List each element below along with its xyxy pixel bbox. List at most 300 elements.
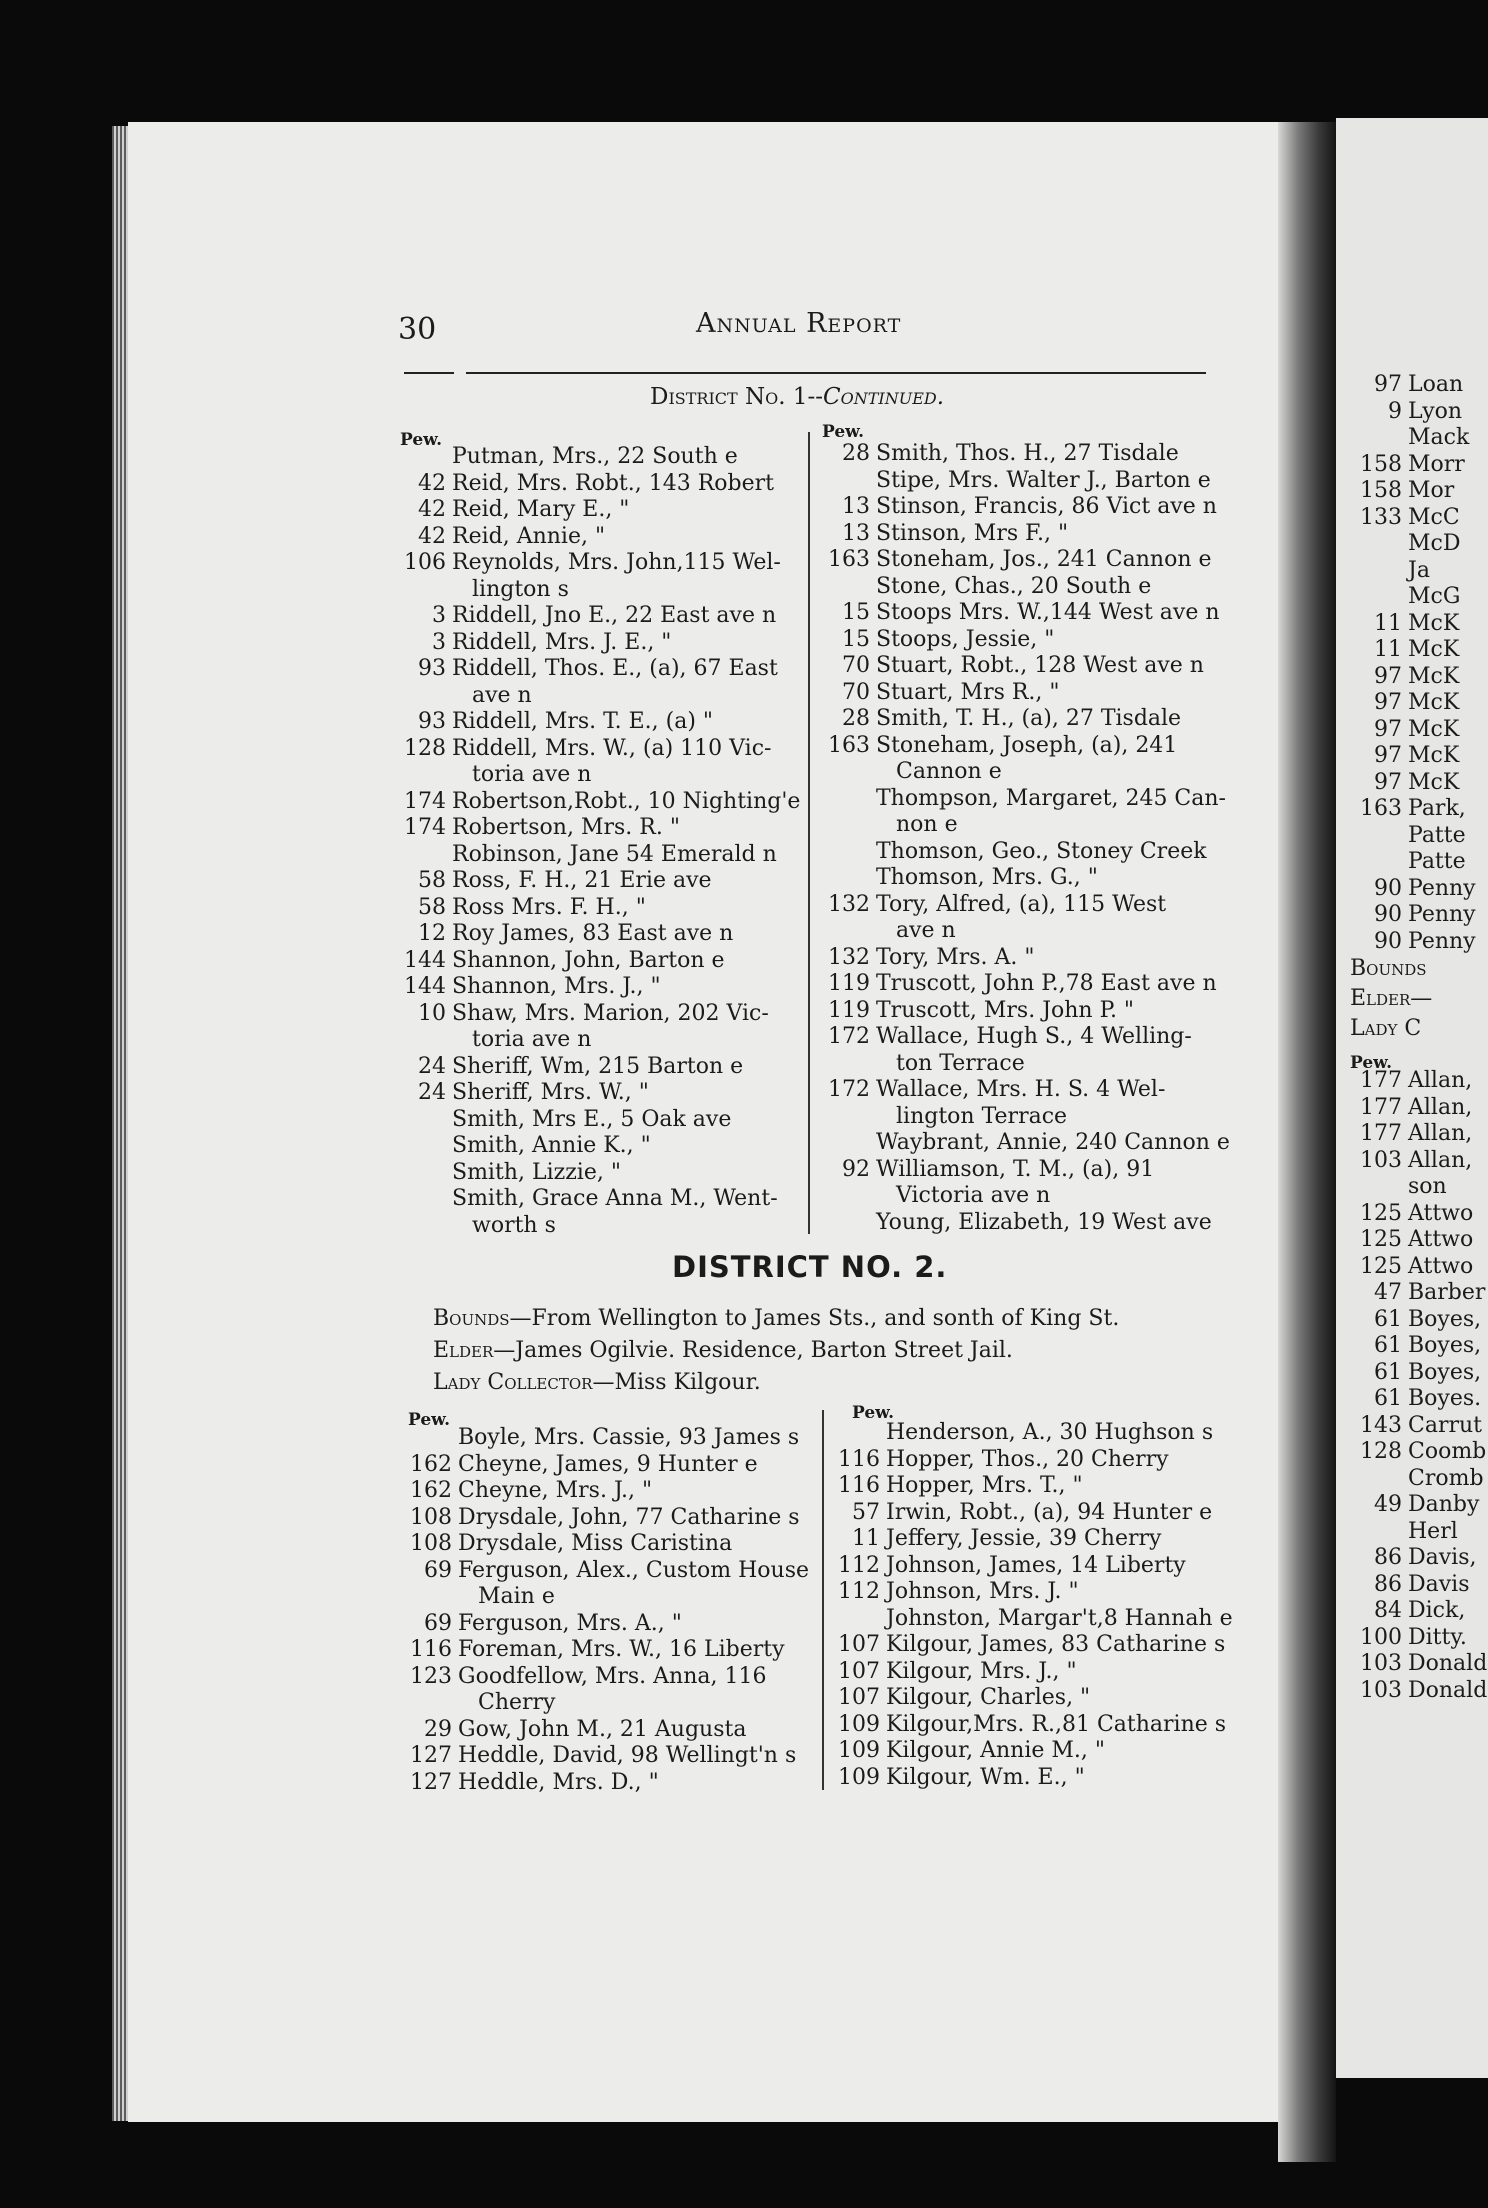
right-page-item <box>1350 902 1476 929</box>
pew-number: 107 <box>838 1685 880 1710</box>
member-entry: Henderson, A., 30 Hughson s <box>886 1420 1214 1445</box>
list-item <box>876 786 1230 813</box>
member-entry: McK <box>1408 663 1460 689</box>
list-item <box>838 1658 1233 1686</box>
member-entry: Boyes, <box>1408 1333 1482 1358</box>
pew-number: 90 <box>1374 875 1402 901</box>
right-page-item <box>1350 1519 1487 1546</box>
member-entry: Allan, <box>1408 1121 1473 1146</box>
pew-number: 61 <box>1374 1386 1402 1411</box>
member-entry: Kilgour, James, 83 Catharine s <box>886 1632 1226 1657</box>
right-page-item <box>1350 1651 1487 1678</box>
list-item <box>842 600 1230 627</box>
member-entry: Thompson, Margaret, 245 Can- <box>876 785 1226 811</box>
right-page-bottom-list <box>1350 1068 1487 1704</box>
member-entry: Kilgour, Charles, " <box>886 1685 1091 1710</box>
right-page-item <box>1350 1466 1487 1493</box>
list-item <box>432 629 800 657</box>
member-entry: Davis, <box>1408 1545 1477 1570</box>
member-entry: Stoneham, Jos., 241 Cannon e <box>876 547 1212 572</box>
member-entry: Attwo <box>1408 1200 1474 1226</box>
member-entry: Sheriff, Wm, 215 Barton e <box>452 1053 744 1079</box>
member-entry: lington s <box>472 576 569 602</box>
right-page-item <box>1350 372 1476 399</box>
pew-number: 177 <box>1360 1121 1402 1146</box>
pew-number: 97 <box>1374 743 1402 768</box>
member-entry: McC <box>1408 504 1460 530</box>
right-page-item <box>1350 1121 1487 1148</box>
district-subtitle <box>650 384 944 410</box>
district2-heading: DISTRICT NO. 2. <box>672 1250 948 1284</box>
pew-number: 116 <box>410 1637 452 1662</box>
pew-number: 177 <box>1360 1068 1402 1093</box>
member-entry: Boyes. <box>1408 1386 1482 1411</box>
pew-number: 13 <box>842 520 870 546</box>
pew-number: 69 <box>424 1610 452 1636</box>
member-entry: Donald <box>1408 1677 1488 1703</box>
member-entry: Robertson, Mrs. R. " <box>452 815 680 840</box>
district-subtitle-continued: Continued. <box>823 384 945 410</box>
right-page-item <box>1350 425 1476 452</box>
right-page-item <box>1350 1413 1487 1440</box>
member-entry: Allan, <box>1408 1147 1473 1173</box>
right-page-item <box>1350 743 1476 770</box>
member-entry: worth s <box>472 1212 556 1238</box>
member-entry: Riddell, Mrs. W., (a) 110 Vic- <box>452 735 772 761</box>
list-item <box>452 444 800 471</box>
list-item <box>886 1606 1233 1633</box>
district1-left-column <box>404 444 801 1239</box>
member-entry: Kilgour, Annie M., " <box>886 1738 1105 1763</box>
right-page-item <box>1350 664 1476 691</box>
member-entry: Putman, Mrs., 22 South e <box>452 444 738 469</box>
list-item <box>458 1425 809 1452</box>
member-entry: Smith, Annie K., " <box>452 1133 651 1158</box>
pew-number: 103 <box>1360 1651 1402 1676</box>
right-page-item <box>1350 1227 1487 1254</box>
right-page-meta-line: Lady C <box>1350 1016 1422 1041</box>
district2-right-column <box>838 1420 1233 1791</box>
member-entry: Stuart, Mrs R., " <box>876 679 1060 705</box>
right-page-top-list <box>1350 372 1476 955</box>
member-entry: Boyes, <box>1408 1359 1482 1385</box>
right-page-item <box>1350 849 1476 876</box>
pew-number: 128 <box>404 735 446 761</box>
pew-number: 97 <box>1374 716 1402 742</box>
member-entry: Allan, <box>1408 1068 1473 1093</box>
member-entry: Hopper, Thos., 20 Cherry <box>886 1446 1169 1472</box>
pew-number: 112 <box>838 1552 880 1578</box>
list-item <box>876 865 1230 892</box>
list-item <box>404 550 800 577</box>
page-title: Annual Report <box>696 308 902 339</box>
list-item <box>828 997 1230 1025</box>
pew-number: 61 <box>1374 1359 1402 1385</box>
district2-elder <box>433 1338 1013 1363</box>
member-entry: Ferguson, Alex., Custom House <box>458 1557 810 1583</box>
right-page-item <box>1350 558 1476 585</box>
pew-number: 11 <box>852 1526 880 1551</box>
pew-number: 29 <box>424 1716 452 1742</box>
list-item <box>452 1107 800 1134</box>
pew-number: 93 <box>418 709 446 734</box>
member-entry: Kilgour,Mrs. R.,81 Catharine s <box>886 1711 1227 1737</box>
member-entry: Sheriff, Mrs. W., " <box>452 1080 649 1105</box>
member-entry: Goodfellow, Mrs. Anna, 116 <box>458 1663 767 1689</box>
list-item <box>852 1499 1233 1527</box>
list-item <box>452 842 800 869</box>
elder-text: —James Ogilvie. Residence, Barton Street Jail. <box>493 1338 1013 1363</box>
pew-number: 177 <box>1360 1094 1402 1120</box>
member-entry: Cannon e <box>896 759 1002 784</box>
member-entry: Barber <box>1408 1280 1486 1305</box>
member-entry: Reid, Mrs. Robt., 143 Robert <box>452 470 774 496</box>
pew-number: 106 <box>404 550 446 575</box>
member-entry: Reid, Mary E., " <box>452 497 630 522</box>
member-entry: Stoneham, Joseph, (a), 241 <box>876 732 1178 758</box>
list-item <box>842 1156 1230 1184</box>
pew-number: 128 <box>1360 1439 1402 1464</box>
list-item <box>410 1504 809 1532</box>
pew-number: 97 <box>1374 663 1402 689</box>
member-entry: Jeffery, Jessie, 39 Cherry <box>886 1526 1162 1551</box>
list-item <box>828 1024 1230 1051</box>
member-entry: Victoria ave n <box>896 1183 1051 1208</box>
list-item <box>404 735 800 763</box>
list-item <box>452 1133 800 1160</box>
list-item <box>838 1473 1233 1500</box>
right-page-item <box>1350 876 1476 903</box>
pew-number: 28 <box>842 441 870 466</box>
member-entry: Stipe, Mrs. Walter J., Barton e <box>876 467 1211 493</box>
pew-number: 86 <box>1374 1571 1402 1597</box>
member-entry: Stinson, Mrs F., " <box>876 520 1069 546</box>
member-entry: toria ave n <box>472 1027 592 1052</box>
member-entry: Thomson, Geo., Stoney Creek <box>876 838 1207 864</box>
list-item <box>838 1632 1233 1659</box>
member-entry: McK <box>1408 716 1460 742</box>
list-item <box>410 1769 809 1797</box>
member-entry: Thomson, Mrs. G., " <box>876 865 1098 890</box>
pew-number: 61 <box>1374 1333 1402 1358</box>
member-entry: lington Terrace <box>896 1103 1068 1129</box>
list-item <box>418 868 800 895</box>
member-entry: Attwo <box>1408 1227 1474 1252</box>
list-item <box>876 1051 1230 1078</box>
pew-number: 123 <box>410 1663 452 1689</box>
member-entry: toria ave n <box>472 762 592 787</box>
right-page-item <box>1350 531 1476 558</box>
pew-number: 61 <box>1374 1306 1402 1332</box>
list-item <box>876 574 1230 601</box>
list-item <box>852 1526 1233 1553</box>
list-item <box>886 1420 1233 1447</box>
member-entry: Johnston, Margar't,8 Hannah e <box>886 1605 1233 1631</box>
member-entry: Ditty. <box>1408 1624 1467 1650</box>
member-entry: Penny <box>1408 902 1476 927</box>
right-page-item <box>1350 1333 1487 1360</box>
list-item <box>458 1690 809 1717</box>
right-page-item <box>1350 1678 1487 1705</box>
list-item <box>404 947 800 975</box>
right-page-item <box>1350 1280 1487 1307</box>
member-entry: Ross, F. H., 21 Erie ave <box>452 868 712 893</box>
pew-number: 42 <box>418 523 446 549</box>
right-page-district-meta <box>1350 954 1432 1044</box>
pew-number: 163 <box>828 547 870 572</box>
page-number: 30 <box>398 312 437 347</box>
pew-number: 15 <box>842 600 870 625</box>
member-entry: Coomb <box>1408 1439 1487 1464</box>
pew-label: Pew. <box>408 1410 450 1430</box>
member-entry: Loan <box>1408 372 1464 397</box>
member-entry: Robertson,Robt., 10 Nighting'e <box>452 788 801 814</box>
pew-number: 144 <box>404 974 446 999</box>
pew-number: 116 <box>838 1473 880 1498</box>
pew-number: 174 <box>404 815 446 840</box>
pew-number: 3 <box>432 603 446 628</box>
member-entry: Cromb <box>1408 1465 1484 1491</box>
member-entry: Stuart, Robt., 128 West ave n <box>876 653 1204 678</box>
list-item <box>410 1531 809 1558</box>
right-page-pew-label: Pew. <box>1350 1053 1392 1073</box>
list-item <box>452 1027 800 1054</box>
list-item <box>876 1130 1230 1157</box>
list-item <box>418 497 800 524</box>
pew-number: 125 <box>1360 1227 1402 1252</box>
district1-right-column <box>828 441 1230 1236</box>
member-entry: Allan, <box>1408 1094 1473 1120</box>
member-entry: ave n <box>896 918 956 943</box>
member-entry: Boyle, Mrs. Cassie, 93 James s <box>458 1425 800 1450</box>
member-entry: Ja <box>1408 557 1430 583</box>
list-item <box>452 683 800 710</box>
pew-number: 47 <box>1374 1280 1402 1305</box>
list-item <box>842 706 1230 733</box>
right-page-item <box>1350 611 1476 638</box>
bounds-text: —From Wellington to James Sts., and sonth of King St. <box>509 1306 1120 1331</box>
right-page-item <box>1350 1598 1487 1625</box>
list-item <box>876 812 1230 839</box>
list-item <box>828 732 1230 760</box>
list-item <box>828 1077 1230 1104</box>
list-item <box>404 788 801 816</box>
pew-number: 9 <box>1388 398 1402 424</box>
member-entry: Lyon <box>1408 398 1463 424</box>
member-entry: Heddle, David, 98 Wellingt'n s <box>458 1743 797 1768</box>
member-entry: Riddell, Mrs. T. E., (a) " <box>452 709 714 734</box>
pew-number: 97 <box>1374 769 1402 795</box>
pew-number: 86 <box>1374 1545 1402 1570</box>
pew-number: 90 <box>1374 928 1402 954</box>
pew-number: 58 <box>418 894 446 920</box>
pew-number: 116 <box>838 1446 880 1472</box>
column-divider <box>822 1410 824 1790</box>
member-entry: Smith, Grace Anna M., Went- <box>452 1186 778 1211</box>
right-page-item <box>1350 1360 1487 1387</box>
pew-number: 163 <box>828 732 870 758</box>
right-page-item <box>1350 929 1476 956</box>
right-page-meta-line: Elder— <box>1350 986 1433 1011</box>
district2-bounds <box>433 1306 1119 1331</box>
list-item <box>876 1210 1230 1237</box>
right-page-meta-line: Bounds <box>1350 956 1427 981</box>
pew-number: 28 <box>842 706 870 731</box>
member-entry: ave n <box>472 682 532 708</box>
pew-number: 70 <box>842 679 870 705</box>
pew-number: 112 <box>838 1579 880 1604</box>
pew-number: 13 <box>842 494 870 519</box>
pew-number: 92 <box>842 1156 870 1182</box>
list-item <box>410 1663 809 1691</box>
member-entry: Tory, Mrs. A. " <box>876 944 1035 970</box>
list-item <box>838 1685 1233 1712</box>
list-item <box>452 1213 800 1240</box>
pew-number: 127 <box>410 1769 452 1795</box>
member-entry: Ross Mrs. F. H., " <box>452 894 646 920</box>
member-entry: Young, Elizabeth, 19 West ave <box>876 1209 1212 1235</box>
list-item <box>828 891 1230 919</box>
book-gutter <box>1278 122 1336 2162</box>
member-entry: McK <box>1408 743 1460 768</box>
member-entry: Danby <box>1408 1492 1480 1517</box>
member-entry: Stone, Chas., 20 South e <box>876 573 1152 599</box>
pew-number: 174 <box>404 788 446 814</box>
pew-number: 11 <box>1374 610 1402 636</box>
right-page-item <box>1350 478 1476 505</box>
list-item <box>424 1557 810 1585</box>
list-item <box>410 1743 809 1770</box>
pew-number: 100 <box>1360 1624 1402 1650</box>
member-entry: Truscott, John P.,78 East ave n <box>876 971 1217 996</box>
pew-number: 158 <box>1360 451 1402 477</box>
right-page-item <box>1350 770 1476 797</box>
right-page-item <box>1350 1201 1487 1228</box>
member-entry: Stinson, Francis, 86 Vict ave n <box>876 494 1217 519</box>
collector-text: —Miss Kilgour. <box>592 1370 761 1395</box>
pew-number: 103 <box>1360 1677 1402 1703</box>
list-item <box>828 944 1230 972</box>
list-item <box>410 1637 809 1664</box>
right-page <box>1336 118 1488 2078</box>
member-entry: Main e <box>478 1584 555 1609</box>
right-page-item <box>1350 1068 1487 1095</box>
list-item <box>838 1579 1233 1606</box>
pew-number: 109 <box>838 1711 880 1737</box>
member-entry: Stoops Mrs. W.,144 West ave n <box>876 600 1220 625</box>
member-entry: Kilgour, Mrs. J., " <box>886 1658 1077 1684</box>
member-entry: McK <box>1408 690 1460 715</box>
member-entry: Park, <box>1408 796 1466 821</box>
member-entry: Smith, Lizzie, " <box>452 1159 621 1185</box>
list-item <box>842 494 1230 521</box>
member-entry: Riddell, Jno E., 22 East ave n <box>452 603 777 628</box>
right-page-item <box>1350 505 1476 532</box>
right-page-item <box>1350 1386 1487 1413</box>
member-entry: Stoops, Jessie, " <box>876 626 1055 652</box>
right-page-item <box>1350 584 1476 611</box>
list-item <box>876 759 1230 786</box>
member-entry: Carrut <box>1408 1412 1482 1438</box>
list-item <box>452 762 800 789</box>
right-page-item <box>1350 1148 1487 1175</box>
list-item <box>418 1080 800 1107</box>
right-page-item <box>1350 452 1476 479</box>
member-entry: McD <box>1408 531 1461 556</box>
member-entry: Gow, John M., 21 Augusta <box>458 1716 747 1742</box>
list-item <box>418 1053 800 1081</box>
list-item <box>876 1104 1230 1131</box>
list-item <box>828 971 1230 998</box>
pew-number: 127 <box>410 1743 452 1768</box>
member-entry: Ferguson, Mrs. A., " <box>458 1610 682 1636</box>
member-entry: Irwin, Robt., (a), 94 Hunter e <box>886 1499 1213 1525</box>
pew-number: 107 <box>838 1658 880 1684</box>
pew-number: 109 <box>838 1764 880 1790</box>
pew-number: 69 <box>424 1557 452 1583</box>
list-item <box>842 441 1230 468</box>
member-entry: Williamson, T. M., (a), 91 <box>876 1156 1155 1182</box>
member-entry: Johnson, James, 14 Liberty <box>886 1552 1186 1578</box>
member-entry: Riddell, Thos. E., (a), 67 East <box>452 656 778 681</box>
list-item <box>410 1478 809 1505</box>
list-item <box>404 974 800 1001</box>
list-item <box>842 653 1230 680</box>
list-item <box>876 839 1230 866</box>
pew-number: 10 <box>418 1000 446 1026</box>
collector-label: Lady Collector <box>433 1370 593 1395</box>
member-entry: Kilgour, Wm. E., " <box>886 1764 1085 1790</box>
member-entry: son <box>1408 1174 1447 1199</box>
pew-number: 125 <box>1360 1253 1402 1279</box>
list-item <box>418 470 800 498</box>
pew-number: 3 <box>432 629 446 655</box>
member-entry: Dick, <box>1408 1598 1466 1623</box>
list-item <box>838 1764 1233 1792</box>
list-item <box>424 1716 809 1744</box>
list-item <box>842 520 1230 548</box>
district2-left-column <box>410 1425 810 1796</box>
member-entry: Robinson, Jane 54 Emerald n <box>452 841 777 867</box>
member-entry: Tory, Alfred, (a), 115 West <box>876 891 1167 917</box>
pew-number: 108 <box>410 1531 452 1556</box>
pew-number: 119 <box>828 997 870 1023</box>
list-item <box>404 815 800 842</box>
member-entry: Herl <box>1408 1518 1458 1544</box>
list-item <box>432 603 800 630</box>
member-entry: Shaw, Mrs. Marion, 202 Vic- <box>452 1000 769 1026</box>
member-entry: Smith, Mrs E., 5 Oak ave <box>452 1106 732 1132</box>
member-entry: McK <box>1408 769 1460 795</box>
member-entry: Mor <box>1408 478 1455 503</box>
member-entry: Drysdale, Miss Caristina <box>458 1531 733 1556</box>
list-item <box>410 1451 809 1479</box>
right-page-item <box>1350 1174 1487 1201</box>
member-entry: Heddle, Mrs. D., " <box>458 1769 659 1795</box>
member-entry: non e <box>896 812 958 837</box>
member-entry: Donald <box>1408 1651 1488 1676</box>
member-entry: Reid, Annie, " <box>452 523 606 549</box>
right-page-item <box>1350 1095 1487 1122</box>
pew-number: 97 <box>1374 372 1402 397</box>
member-entry: Patte <box>1408 849 1466 874</box>
right-page-item <box>1350 796 1476 823</box>
pew-number: 15 <box>842 626 870 652</box>
district2-collector <box>433 1370 761 1395</box>
right-page-item <box>1350 1572 1487 1599</box>
list-item <box>828 547 1230 574</box>
right-page-item <box>1350 717 1476 744</box>
